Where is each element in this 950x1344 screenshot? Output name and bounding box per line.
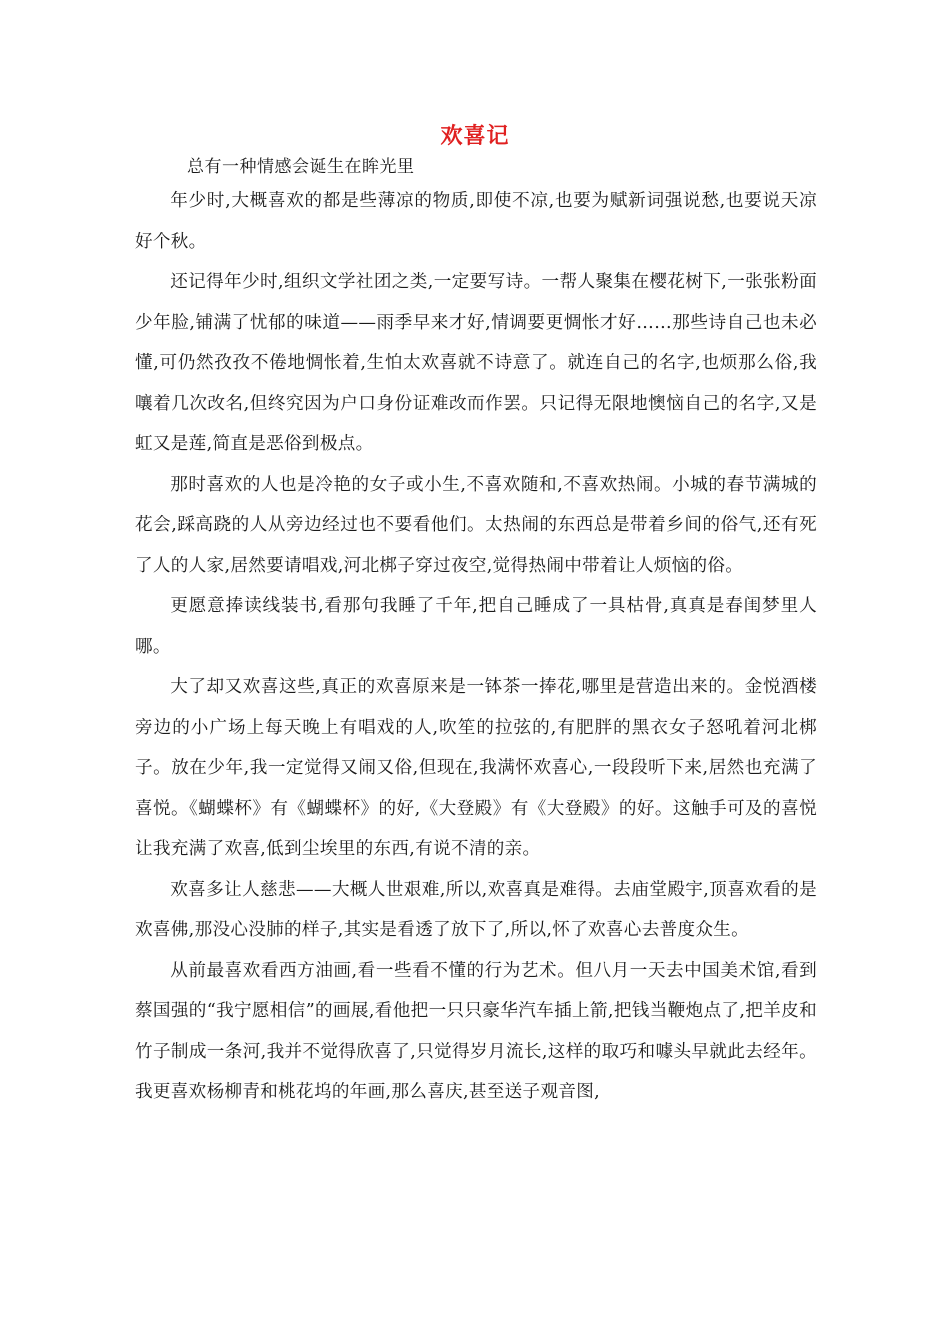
paragraph: 欢喜多让人慈悲——大概人世艰难,所以,欢喜真是难得。去庙堂殿宇,顶喜欢看的是欢喜佛,那没心没肺的样子,其实是看透了放下了,所以,怀了欢喜心去普度众生。: [135, 879, 817, 940]
paragraph: 从前最喜欢看西方油画,看一些看不懂的行为艺术。但八月一天去中国美术馆,看到蔡国强的“我宁愿相信”的画展,看他把一只只豪华汽车插上箭,把钱当鞭炮点了,把羊皮和竹子制成一条河,我并不觉得欣喜了,只觉得岁月流长,这样的取巧和噱头早就此去经年。我更喜欢杨柳青和桃花坞的年画,那么喜庆,甚至送子观音图,: [135, 960, 817, 1102]
paragraph: 大了却又欢喜这些,真正的欢喜原来是一钵茶一捧花,哪里是营造出来的。金悦酒楼旁边的小广场上每天晚上有唱戏的人,吹笙的拉弦的,有肥胖的黑衣女子怒吼着河北梆子。放在少年,我一定觉得又闹又俗,但现在,我满怀欢喜心,一段段听下来,居然也充满了喜悦。《蝴蝶杯》有《蝴蝶杯》的好,《大登殿》有《大登殿》的好。这触手可及的喜悦让我充满了欢喜,低到尘埃里的东西,有说不清的亲。: [135, 677, 817, 859]
article-subtitle: 总有一种情感会诞生在眸光里: [187, 157, 415, 177]
article-body: [135, 181, 817, 1113]
paragraph: 还记得年少时,组织文学社团之类,一定要写诗。一帮人聚集在樱花树下,一张张粉面少年脸,铺满了忧郁的味道——雨季早来才好,情调要更惆怅才好……那些诗自己也未必懂,可仍然孜孜不倦地惆怅着,生怕太欢喜就不诗意了。就连自己的名字,也烦那么俗,我嚷着几次改名,但终究因为户口身份证难改而作罢。只记得无限地懊恼自己的名字,又是虹又是莲,简直是恶俗到极点。: [135, 272, 817, 454]
paragraph: 那时喜欢的人也是冷艳的女子或小生,不喜欢随和,不喜欢热闹。小城的春节满城的花会,踩高跷的人从旁边经过也不要看他们。太热闹的东西总是带着乡间的俗气,还有死了人的人家,居然要请唱戏,河北梆子穿过夜空,觉得热闹中带着让人烦恼的俗。: [135, 474, 817, 576]
paragraph: 更愿意捧读线装书,看那句我睡了千年,把自己睡成了一具枯骨,真真是春闺梦里人哪。: [135, 596, 817, 657]
article-title: 欢喜记: [440, 123, 510, 149]
paragraph: 年少时,大概喜欢的都是些薄凉的物质,即使不凉,也要为赋新词强说愁,也要说天凉好个秋。: [135, 191, 817, 252]
